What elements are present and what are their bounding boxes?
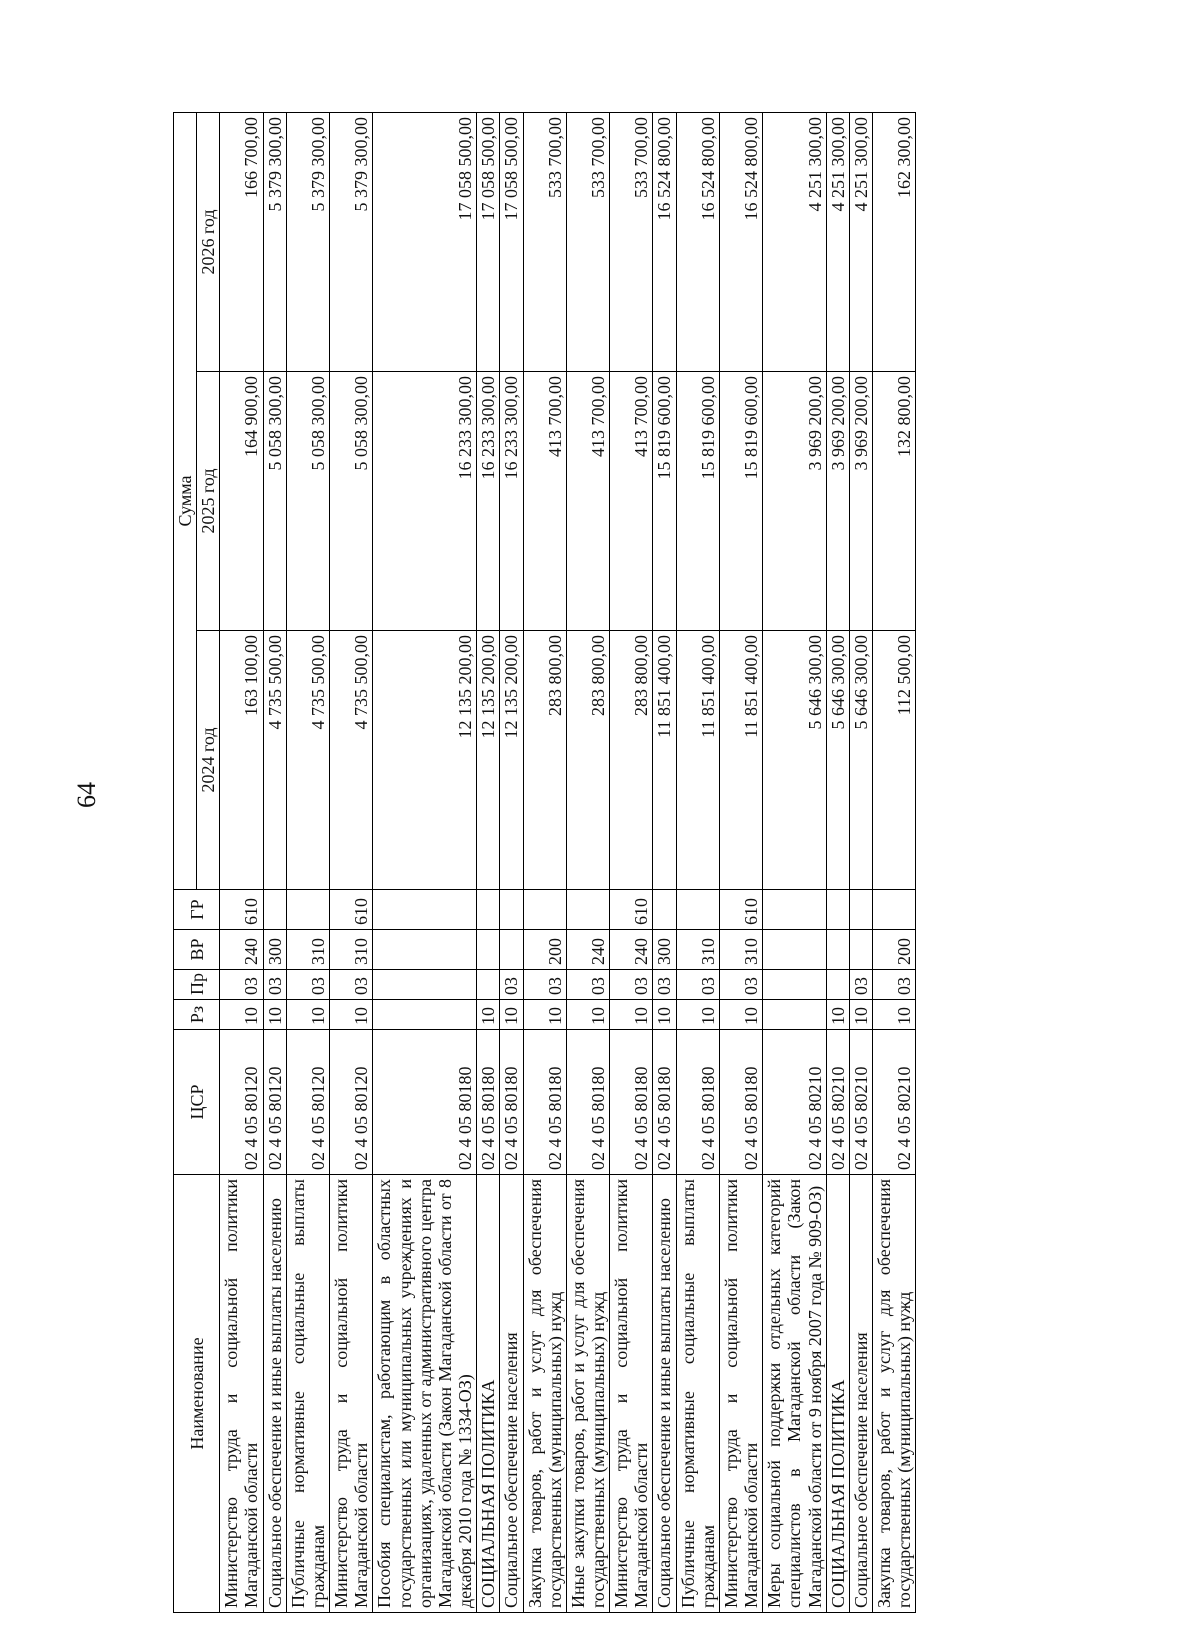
cell-2024: 12 135 200,00 xyxy=(477,631,500,890)
budget-table xyxy=(173,112,916,1613)
cell-2025: 3 969 200,00 xyxy=(826,372,849,631)
cell-csr: 02 4 05 80180 xyxy=(477,1030,500,1175)
cell-csr: 02 4 05 80120 xyxy=(263,1030,286,1175)
cell-name: Иные закупки товаров, работ и услуг для обеспечения государственных (муниципальных) нужд xyxy=(566,1175,609,1613)
cell-2026: 5 379 300,00 xyxy=(263,112,286,371)
cell-rz: 10 xyxy=(330,1000,373,1030)
cell-2026: 17 058 500,00 xyxy=(500,112,523,371)
cell-pr: 03 xyxy=(263,970,286,1000)
cell-2024: 12 135 200,00 xyxy=(373,631,477,890)
cell-vr xyxy=(477,930,500,970)
table-row xyxy=(610,112,653,1612)
cell-vr: 240 xyxy=(566,930,609,970)
cell-2025: 5 058 300,00 xyxy=(286,372,329,631)
cell-2026: 533 700,00 xyxy=(566,112,609,371)
cell-vr: 310 xyxy=(676,930,719,970)
cell-2024: 283 800,00 xyxy=(610,631,653,890)
header-gr: ГР xyxy=(174,890,220,930)
cell-gr: 610 xyxy=(719,890,762,930)
cell-rz: 10 xyxy=(500,1000,523,1030)
cell-2024: 5 646 300,00 xyxy=(826,631,849,890)
cell-gr xyxy=(566,890,609,930)
cell-name: Публичные нормативные социальные выплаты гражданам xyxy=(676,1175,719,1613)
cell-pr xyxy=(763,970,826,1000)
cell-pr: 03 xyxy=(849,970,872,1000)
cell-csr: 02 4 05 80210 xyxy=(873,1030,916,1175)
header-2025: 2025 год xyxy=(197,372,220,631)
cell-vr: 310 xyxy=(719,930,762,970)
cell-vr xyxy=(763,930,826,970)
cell-gr: 610 xyxy=(610,890,653,930)
cell-rz: 10 xyxy=(826,1000,849,1030)
table-row xyxy=(477,112,500,1612)
cell-gr xyxy=(523,890,566,930)
table-body xyxy=(220,112,916,1612)
header-2024: 2024 год xyxy=(197,631,220,890)
cell-csr: 02 4 05 80180 xyxy=(676,1030,719,1175)
cell-csr: 02 4 05 80180 xyxy=(373,1030,477,1175)
cell-2024: 112 500,00 xyxy=(873,631,916,890)
cell-csr: 02 4 05 80210 xyxy=(826,1030,849,1175)
table-header xyxy=(174,112,220,1612)
cell-pr xyxy=(477,970,500,1000)
cell-vr xyxy=(373,930,477,970)
cell-2025: 15 819 600,00 xyxy=(653,372,676,631)
cell-rz: 10 xyxy=(719,1000,762,1030)
cell-pr: 03 xyxy=(330,970,373,1000)
cell-gr xyxy=(477,890,500,930)
cell-2024: 11 851 400,00 xyxy=(653,631,676,890)
cell-2025: 15 819 600,00 xyxy=(676,372,719,631)
cell-rz: 10 xyxy=(286,1000,329,1030)
cell-2025: 16 233 300,00 xyxy=(373,372,477,631)
cell-2025: 16 233 300,00 xyxy=(500,372,523,631)
cell-vr: 200 xyxy=(523,930,566,970)
cell-pr xyxy=(373,970,477,1000)
cell-2024: 4 735 500,00 xyxy=(286,631,329,890)
header-pr: Пр xyxy=(174,970,220,1000)
cell-pr: 03 xyxy=(566,970,609,1000)
cell-name: Социальное обеспечение населения xyxy=(849,1175,872,1613)
cell-pr: 03 xyxy=(220,970,263,1000)
cell-vr: 240 xyxy=(610,930,653,970)
cell-rz: 10 xyxy=(676,1000,719,1030)
cell-gr xyxy=(873,890,916,930)
cell-vr xyxy=(500,930,523,970)
cell-rz: 10 xyxy=(849,1000,872,1030)
table-row xyxy=(523,112,566,1612)
cell-2026: 4 251 300,00 xyxy=(763,112,826,371)
cell-csr: 02 4 05 80180 xyxy=(653,1030,676,1175)
cell-2025: 413 700,00 xyxy=(523,372,566,631)
header-vr: ВР xyxy=(174,930,220,970)
cell-2025: 164 900,00 xyxy=(220,372,263,631)
cell-2024: 163 100,00 xyxy=(220,631,263,890)
cell-csr: 02 4 05 80180 xyxy=(523,1030,566,1175)
cell-2026: 4 251 300,00 xyxy=(826,112,849,371)
cell-pr: 03 xyxy=(873,970,916,1000)
cell-2024: 12 135 200,00 xyxy=(500,631,523,890)
cell-2026: 5 379 300,00 xyxy=(286,112,329,371)
cell-vr xyxy=(826,930,849,970)
cell-csr: 02 4 05 80210 xyxy=(849,1030,872,1175)
cell-pr: 03 xyxy=(523,970,566,1000)
cell-rz: 10 xyxy=(873,1000,916,1030)
table-row xyxy=(849,112,872,1612)
header-name: Наименование xyxy=(174,1175,220,1613)
cell-name: Министерство труда и социальной политики Магаданской области xyxy=(719,1175,762,1613)
cell-2026: 166 700,00 xyxy=(220,112,263,371)
table-row xyxy=(263,112,286,1612)
cell-pr: 03 xyxy=(286,970,329,1000)
cell-rz xyxy=(763,1000,826,1030)
table-row xyxy=(873,112,916,1612)
cell-2026: 16 524 800,00 xyxy=(676,112,719,371)
table-row xyxy=(330,112,373,1612)
cell-gr xyxy=(849,890,872,930)
cell-2026: 533 700,00 xyxy=(523,112,566,371)
cell-2026: 162 300,00 xyxy=(873,112,916,371)
cell-pr: 03 xyxy=(500,970,523,1000)
cell-pr: 03 xyxy=(719,970,762,1000)
cell-2025: 16 233 300,00 xyxy=(477,372,500,631)
cell-pr xyxy=(826,970,849,1000)
cell-csr: 02 4 05 80210 xyxy=(763,1030,826,1175)
cell-2025: 15 819 600,00 xyxy=(719,372,762,631)
cell-2025: 413 700,00 xyxy=(610,372,653,631)
table-row xyxy=(500,112,523,1612)
cell-2026: 16 524 800,00 xyxy=(653,112,676,371)
cell-vr: 310 xyxy=(286,930,329,970)
table-row xyxy=(566,112,609,1612)
table-row xyxy=(719,112,762,1612)
cell-gr xyxy=(373,890,477,930)
cell-name: СОЦИАЛЬНАЯ ПОЛИТИКА xyxy=(477,1175,500,1613)
cell-rz: 10 xyxy=(263,1000,286,1030)
header-2026: 2026 год xyxy=(197,112,220,371)
table-row xyxy=(676,112,719,1612)
cell-csr: 02 4 05 80180 xyxy=(566,1030,609,1175)
cell-gr xyxy=(263,890,286,930)
cell-gr xyxy=(653,890,676,930)
cell-2024: 283 800,00 xyxy=(566,631,609,890)
rotated-table-container xyxy=(173,113,1128,1613)
cell-gr: 610 xyxy=(220,890,263,930)
cell-2024: 4 735 500,00 xyxy=(330,631,373,890)
cell-name: Министерство труда и социальной политики Магаданской области xyxy=(220,1175,263,1613)
cell-rz: 10 xyxy=(610,1000,653,1030)
cell-pr: 03 xyxy=(610,970,653,1000)
table-row xyxy=(653,112,676,1612)
header-rz: Рз xyxy=(174,1000,220,1030)
cell-gr xyxy=(286,890,329,930)
cell-name: СОЦИАЛЬНАЯ ПОЛИТИКА xyxy=(826,1175,849,1613)
cell-2026: 17 058 500,00 xyxy=(373,112,477,371)
cell-gr xyxy=(500,890,523,930)
cell-vr xyxy=(849,930,872,970)
cell-rz: 10 xyxy=(653,1000,676,1030)
cell-vr: 300 xyxy=(263,930,286,970)
cell-csr: 02 4 05 80180 xyxy=(610,1030,653,1175)
cell-rz: 10 xyxy=(566,1000,609,1030)
cell-2024: 11 851 400,00 xyxy=(676,631,719,890)
cell-vr: 300 xyxy=(653,930,676,970)
cell-name: Социальное обеспечение населения xyxy=(500,1175,523,1613)
cell-csr: 02 4 05 80120 xyxy=(220,1030,263,1175)
cell-2025: 5 058 300,00 xyxy=(330,372,373,631)
cell-csr: 02 4 05 80120 xyxy=(286,1030,329,1175)
cell-2026: 16 524 800,00 xyxy=(719,112,762,371)
cell-2025: 132 800,00 xyxy=(873,372,916,631)
cell-vr: 310 xyxy=(330,930,373,970)
table-row xyxy=(763,112,826,1612)
cell-2025: 3 969 200,00 xyxy=(763,372,826,631)
cell-gr xyxy=(826,890,849,930)
cell-name: Социальное обеспечение и иные выплаты населению xyxy=(653,1175,676,1613)
cell-csr: 02 4 05 80180 xyxy=(500,1030,523,1175)
cell-name: Меры социальной поддержки отдельных категорий специалистов в Магаданской области (Закон Магаданской области от 9 ноября 2007 года № 909-ОЗ) xyxy=(763,1175,826,1613)
cell-2024: 283 800,00 xyxy=(523,631,566,890)
cell-gr: 610 xyxy=(330,890,373,930)
cell-gr xyxy=(763,890,826,930)
cell-rz: 10 xyxy=(477,1000,500,1030)
cell-rz: 10 xyxy=(523,1000,566,1030)
cell-2024: 4 735 500,00 xyxy=(263,631,286,890)
cell-csr: 02 4 05 80120 xyxy=(330,1030,373,1175)
cell-name: Социальное обеспечение и иные выплаты населению xyxy=(263,1175,286,1613)
cell-2026: 5 379 300,00 xyxy=(330,112,373,371)
cell-name: Публичные нормативные социальные выплаты гражданам xyxy=(286,1175,329,1613)
cell-rz xyxy=(373,1000,477,1030)
cell-2024: 11 851 400,00 xyxy=(719,631,762,890)
table-row xyxy=(826,112,849,1612)
cell-name: Министерство труда и социальной политики Магаданской области xyxy=(610,1175,653,1613)
table-row xyxy=(373,112,477,1612)
cell-2026: 17 058 500,00 xyxy=(477,112,500,371)
cell-2026: 4 251 300,00 xyxy=(849,112,872,371)
cell-gr xyxy=(676,890,719,930)
cell-name: Пособия специалистам, работающим в областных государственных или муниципальных учреждениях и организациях, удаленных от административного центра Магаданской области (Закон Магаданской области от 8 декабря 2010 года № 1334-ОЗ) xyxy=(373,1175,477,1613)
cell-csr: 02 4 05 80180 xyxy=(719,1030,762,1175)
cell-2025: 413 700,00 xyxy=(566,372,609,631)
cell-name: Закупка товаров, работ и услуг для обеспечения государственных (муниципальных) нужд xyxy=(523,1175,566,1613)
cell-vr: 200 xyxy=(873,930,916,970)
cell-pr: 03 xyxy=(676,970,719,1000)
cell-name: Закупка товаров, работ и услуг для обеспечения государственных (муниципальных) нужд xyxy=(873,1175,916,1613)
page-number: 64 xyxy=(72,782,101,808)
table-row xyxy=(220,112,263,1612)
cell-2026: 533 700,00 xyxy=(610,112,653,371)
header-csr: ЦСР xyxy=(174,1030,220,1175)
cell-2024: 5 646 300,00 xyxy=(849,631,872,890)
table-row xyxy=(286,112,329,1612)
cell-vr: 240 xyxy=(220,930,263,970)
header-sum: Сумма xyxy=(174,112,197,889)
cell-name: Министерство труда и социальной политики Магаданской области xyxy=(330,1175,373,1613)
cell-2025: 3 969 200,00 xyxy=(849,372,872,631)
cell-pr: 03 xyxy=(653,970,676,1000)
cell-2024: 5 646 300,00 xyxy=(763,631,826,890)
cell-rz: 10 xyxy=(220,1000,263,1030)
cell-2025: 5 058 300,00 xyxy=(263,372,286,631)
